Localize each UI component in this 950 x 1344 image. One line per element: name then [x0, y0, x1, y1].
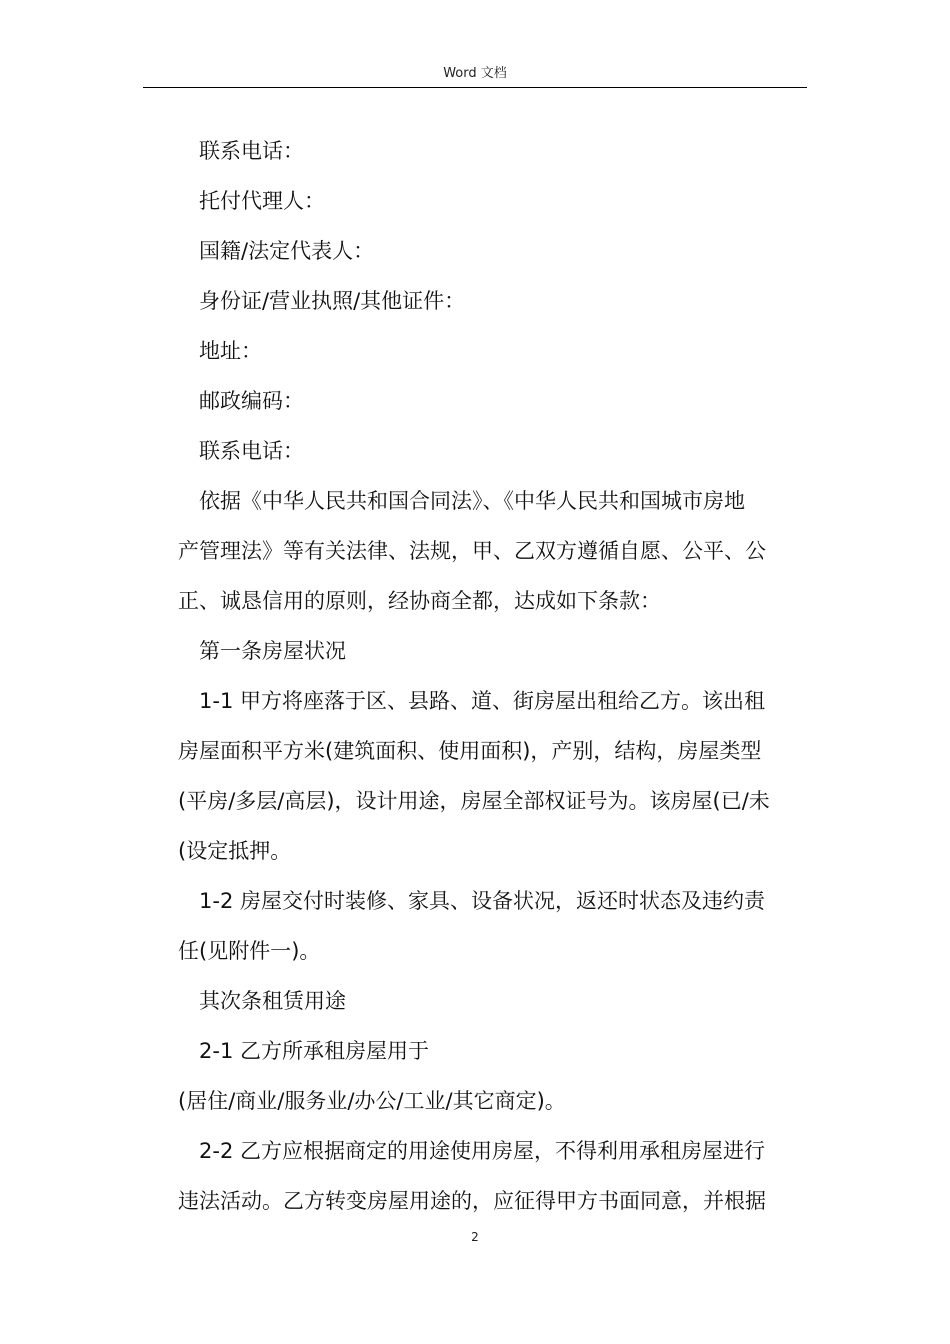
- paragraph-contact-phone-2: [178, 426, 806, 476]
- text-line: 联系电话：: [199, 439, 304, 463]
- paragraph-clause-2-1: [178, 1026, 806, 1076]
- page-header: Word 文档: [443, 66, 507, 81]
- text-line: 房屋面积平方米(建筑面积、使用面积)，产别，结构，房屋类型: [178, 739, 762, 763]
- section-heading-article-2: [178, 976, 806, 1026]
- text-line: 联系电话：: [199, 139, 304, 163]
- text-line: 2-1 乙方所承租房屋用于: [199, 1039, 429, 1063]
- paragraph-postal-code: [178, 376, 806, 426]
- text-line: 第一条房屋状况: [199, 639, 346, 663]
- paragraph-contact-phone: [178, 126, 806, 176]
- header-divider: [143, 87, 807, 88]
- text-line: 其次条租赁用途: [199, 989, 346, 1013]
- text-line: 产管理法》等有关法律、法规，甲、乙双方遵循自愿、公平、公: [178, 539, 766, 563]
- text-line: (居住/商业/服务业/办公/工业/其它商定)。: [178, 1089, 566, 1113]
- text-line: (平房/多层/高层)，设计用途，房屋全部权证号为。该房屋(已/未: [178, 789, 770, 813]
- text-line: 地址：: [199, 339, 262, 363]
- paragraph-nationality: [178, 226, 806, 276]
- paragraph-address: [178, 326, 806, 376]
- text-line: 1-1 甲方将座落于区、县路、道、街房屋出租给乙方。该出租: [199, 689, 765, 713]
- text-line: 违法活动。乙方转变房屋用途的，应征得甲方书面同意，并根据: [178, 1189, 766, 1213]
- paragraph-usage-options: [178, 1076, 806, 1126]
- text-line: 依据《中华人民共和国合同法》、《中华人民共和国城市房地: [199, 489, 745, 513]
- paragraph-clause-1-1: [178, 676, 806, 876]
- paragraph-clause-2-2: [178, 1126, 806, 1226]
- text-line: 2-2 乙方应根据商定的用途使用房屋，不得利用承租房屋进行: [199, 1139, 765, 1163]
- page-number: 2: [471, 1230, 479, 1244]
- text-line: 1-2 房屋交付时装修、家具、设备状况，返还时状态及违约责: [199, 889, 765, 913]
- text-line: 正、诚恳信用的原则，经协商全都，达成如下条款：: [178, 589, 661, 613]
- document-body: [178, 126, 806, 1226]
- paragraph-id-document: [178, 276, 806, 326]
- text-line: 国籍/法定代表人：: [199, 239, 375, 263]
- text-line: 邮政编码：: [199, 389, 304, 413]
- text-line: 身份证/营业执照/其他证件：: [199, 289, 466, 313]
- paragraph-agent: [178, 176, 806, 226]
- paragraph-preamble: [178, 476, 806, 626]
- text-line: 托付代理人：: [199, 189, 325, 213]
- paragraph-clause-1-2: [178, 876, 806, 976]
- text-line: 任(见附件一)。: [178, 939, 321, 963]
- section-heading-article-1: [178, 626, 806, 676]
- text-line: (设定抵押。: [178, 839, 292, 863]
